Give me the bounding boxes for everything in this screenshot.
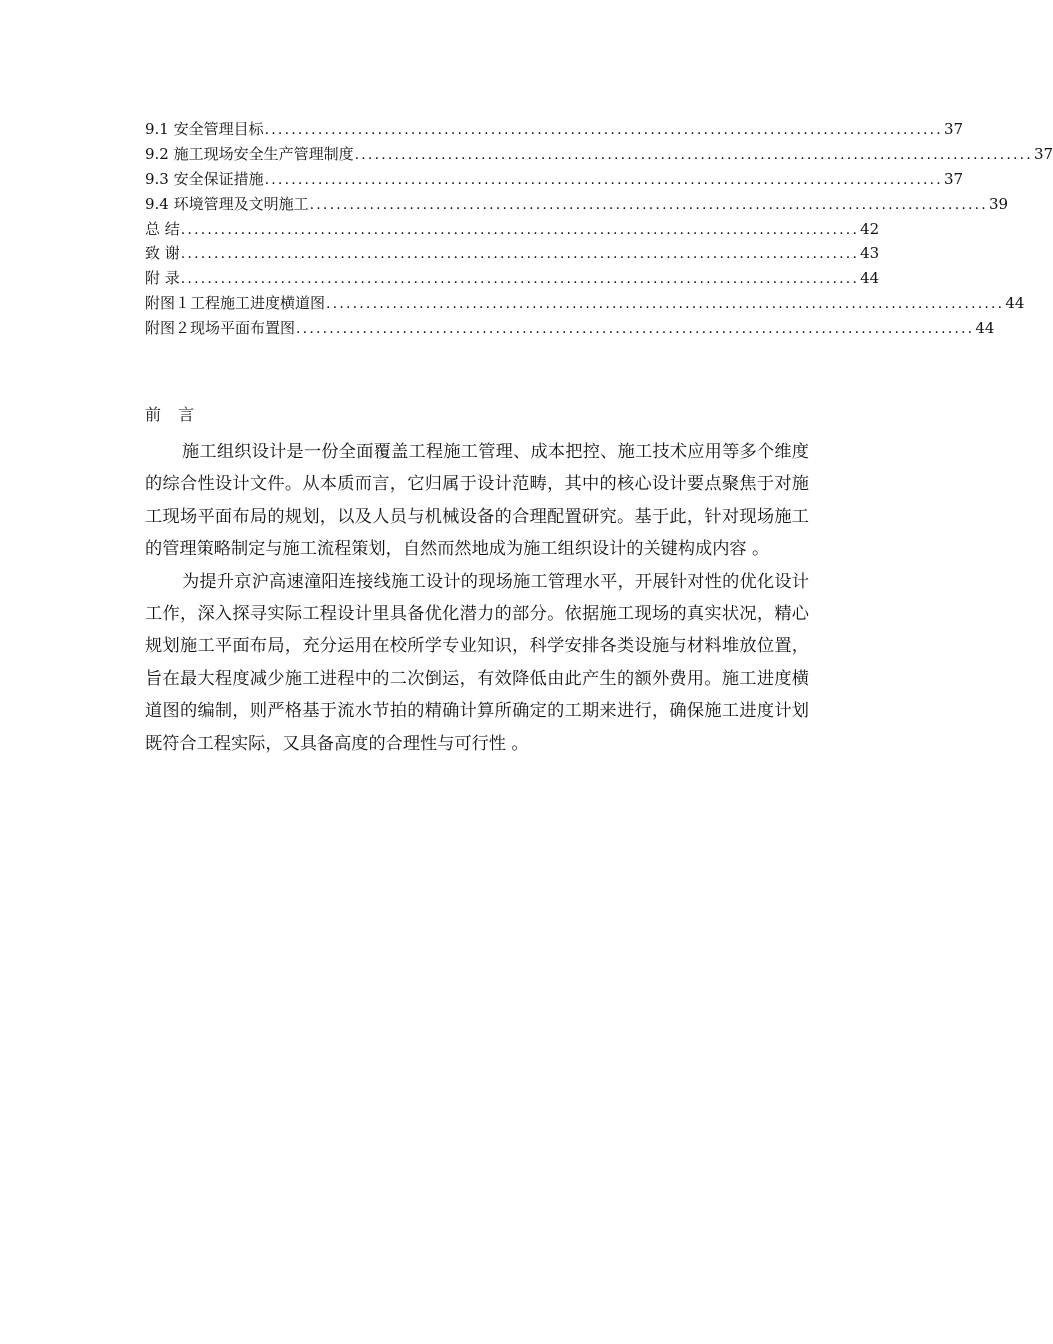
toc-entry[interactable] <box>145 217 880 242</box>
toc-entry-title: 9.3 安全保证措施 <box>145 169 264 188</box>
toc-entry-title: 总 结 <box>145 219 180 238</box>
toc-entry-page: 37 <box>943 169 964 188</box>
toc-entry[interactable] <box>145 316 995 341</box>
table-of-contents <box>145 117 1053 341</box>
preface-heading: 前 言 <box>145 405 201 424</box>
toc-leader-dots: ...................................................................................................... <box>264 171 943 188</box>
toc-entry[interactable] <box>145 117 964 142</box>
toc-entry-page: 42 <box>860 219 880 238</box>
toc-entry[interactable] <box>145 266 880 291</box>
toc-leader-dots: ...................................................................................................... <box>180 271 860 288</box>
preface-paragraph: 施工组织设计是一份全面覆盖工程施工管理、成本把控、施工技术应用等多个维度的综合性设计文件。从本质而言，它归属于设计范畴，其中的核心设计要点聚焦于对施工现场平面布局的规划，以及人员与机械设备的合理配置研究。基于此，针对现场施工的管理策略制定与施工流程策划，自然而然地成为施工组织设计的关键构成内容 。 <box>145 442 809 560</box>
toc-entry-title: 致 谢 <box>145 244 180 263</box>
toc-leader-dots: ...................................................................................................... <box>180 221 860 238</box>
toc-entry-title: 9.2 施工现场安全生产管理制度 <box>145 144 354 163</box>
toc-leader-dots: ...................................................................................................... <box>180 246 860 263</box>
toc-entry[interactable] <box>145 241 880 266</box>
toc-entry-page: 39 <box>988 194 1009 213</box>
toc-entry-page: 37 <box>943 120 964 138</box>
toc-entry[interactable] <box>145 142 1053 167</box>
toc-entry-title: 附 录 <box>145 269 180 288</box>
toc-entry[interactable] <box>145 192 1009 217</box>
toc-entry-title: 9.4 环境管理及文明施工 <box>145 194 309 213</box>
preface-body <box>145 436 809 760</box>
toc-entry-page: 44 <box>975 319 995 338</box>
toc-leader-dots: ...................................................................................................... <box>326 296 1005 313</box>
toc-entry-page: 44 <box>860 269 880 288</box>
preface-paragraph: 为提升京沪高速潼阳连接线施工设计的现场施工管理水平，开展针对性的优化设计工作，深入探寻实际工程设计里具备优化潜力的部分。依据施工现场的真实状况，精心规划施工平面布局，充分运用在校所学专业知识，科学安排各类设施与材料堆放位置，旨在最大程度减少施工进程中的二次倒运，有效降低由此产生的额外费用。施工进度横道图的编制，则严格基于流水节拍的精确计算所确定的工期来进行，确保施工进度计划既符合工程实际，又具备高度的合理性与可行性 。 <box>145 571 809 754</box>
toc-leader-dots: ...................................................................................................... <box>309 196 988 213</box>
toc-entry-title: 附图２现场平面布置图 <box>145 319 296 338</box>
toc-leader-dots: ...................................................................................................... <box>264 122 943 138</box>
toc-leader-dots: ...................................................................................................... <box>296 321 975 338</box>
toc-entry-page: 37 <box>1033 144 1053 163</box>
toc-leader-dots: ...................................................................................................... <box>354 146 1033 163</box>
toc-entry-page: 44 <box>1005 294 1025 313</box>
toc-entry[interactable] <box>145 167 964 192</box>
toc-entry-title: 9.1 安全管理目标 <box>145 120 264 138</box>
toc-entry[interactable] <box>145 291 1025 316</box>
toc-entry-page: 43 <box>860 244 880 263</box>
toc-entry-title: 附图１工程施工进度横道图 <box>145 294 326 313</box>
